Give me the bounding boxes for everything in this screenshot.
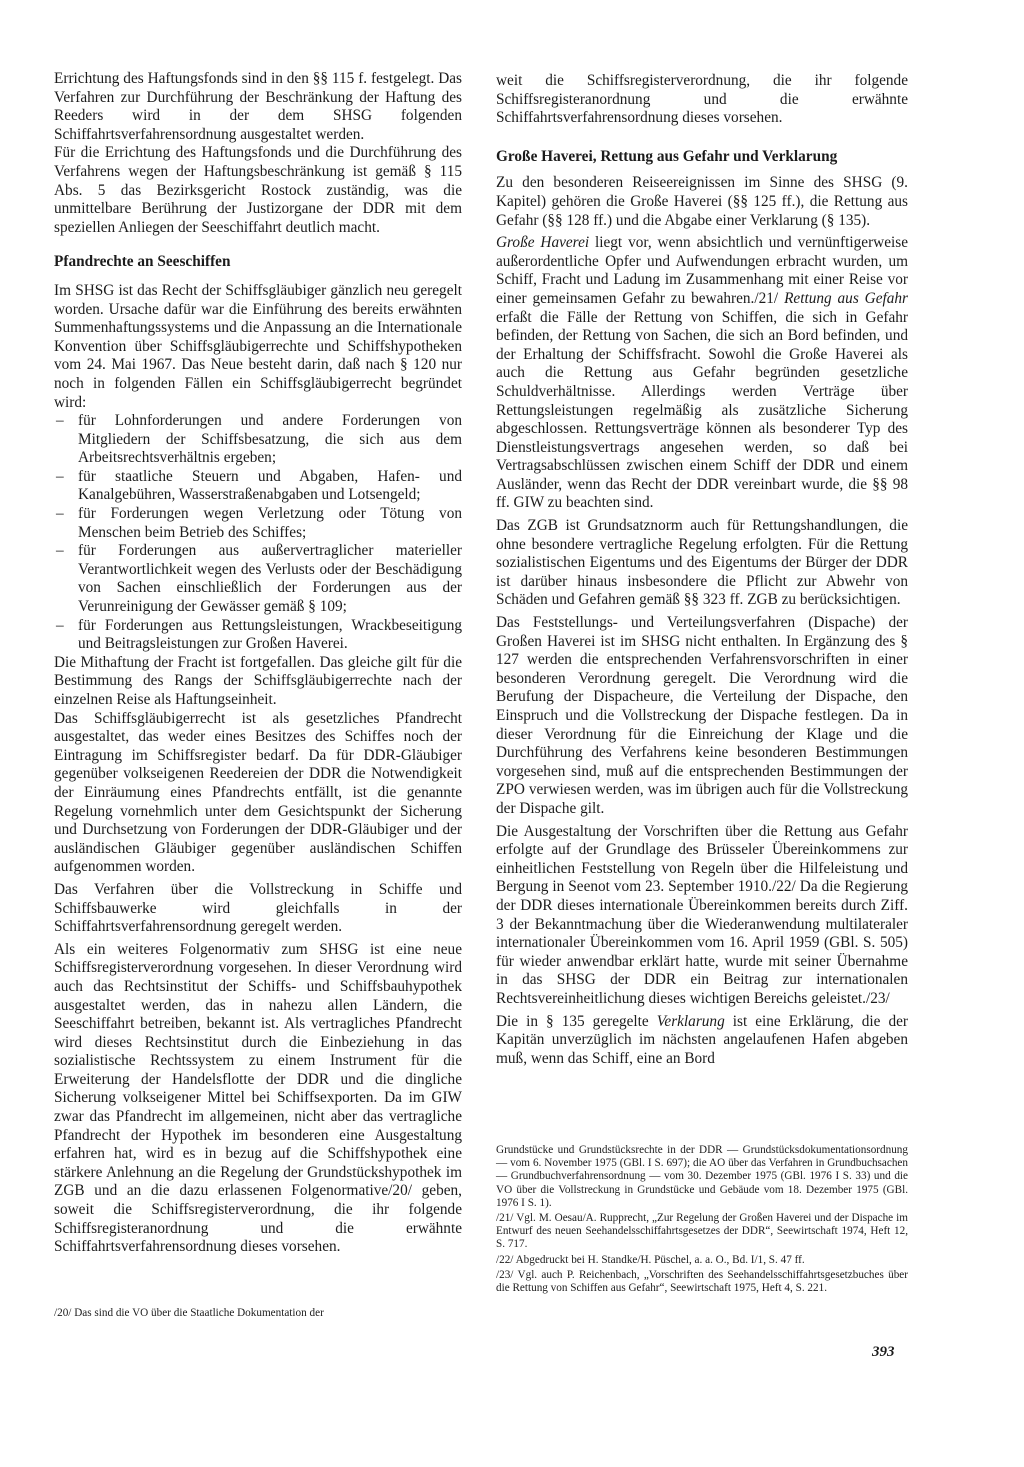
section-heading: Pfandrechte an Seeschiffen: [54, 253, 231, 271]
paragraph: Das Verfahren über die Vollstreckung in Schiffe und Schiffsbauwerke wird gleichfalls in der Schiffahrtsverfahrensordnung geregelt werden.: [54, 880, 462, 936]
paragraph: Als ein weiteres Folgenormativ zum SHSG ist eine neue Schiffsregisterverordnung vorgesehen. In dieser Verordnung wird auch das Rechtsinstitut der Schiffs- und Schiffsbauhypothek ausgestaltet werden, das in nahezu allen Ländern, die Seeschiffahrt betreiben, bekannt ist. Als vertragliches Pfandrecht wird dieses Rechtsinstitut durch die Einbeziehung in das sozialistische Rechtssystem zu einem Instrument für die Erweiterung der Handelsflotte der DDR und die dingliche Sicherung volkseigener Mittel bei Schiffsexporten. Da im GIW zwar das Pfandrecht im allgemeinen, nicht aber das vertragliche Pfandrecht der Hypothek im besonderen eine Ausgestaltung erfahren hat, wird es in bezug auf die Schiffshypothek eine stärkere Anlehnung an die Regelung der Grundstückshypothek im ZGB und an die dazu erlassenen Folgenormative/20/ geben, soweit die Schiffsregisterverordnung, die ihr folgende Schiffsregisteranordnung und die erwähnte Schiffahrtsverfahrensordnung dieses vorsehen.: [54, 940, 462, 1256]
left-column: [54, 70, 462, 1257]
list-item: – für Forderungen aus außervertraglicher materieller Verantwortlichkeit wegen des Verlusts oder der Beschädigung von Sachen einschließlich der Forderungen aus der Verunreinigung der Gewässer gemäß § 109;: [54, 542, 462, 616]
paragraph: Große Haverei liegt vor, wenn absichtlich und vernünftigerweise außerordentliche Opfer und Aufwendungen erbracht wurden, um Schiff, Fracht und Ladung im Zusammenhang mit einer Reise vor einer gemeinsamen Gefahr zu bewahren./21/ Rettung aus Gefahr erfaßt die Fälle der Rettung von Schiffen, die sich in Gefahr befinden, der Rettung von Sachen, die sich an Bord befinden, und der Erhaltung der Schiffsfracht. Sowohl die Große Haverei als auch die Rettung aus Gefahr begründen gesetzliche Schuldverhältnisse. Allerdings werden Verträge über Rettungsleistungen regelmäßig als zusätzliche Sicherung abgeschlossen. Rettungsverträge können als besonderer Typ des Dienstleistungsvertrags angesehen werden, so daß bei Vertragsabschlüssen zwischen einem Schiff der DDR und einem Ausländer, wenn das Recht der DDR vereinbart wurde, die §§ 98 ff. GIW zu beachten sind.: [496, 234, 908, 512]
term-verklarung: Verklarung: [656, 1012, 725, 1030]
paragraph: Zu den besonderen Reiseereignissen im Sinne des SHSG (9. Kapitel) gehören die Große Haverei (§§ 125 ff.), die Rettung aus Gefahr (§§ 128 ff.) und die Abgabe einer Verklarung (§ 135).: [496, 174, 908, 229]
page-number: 393: [872, 1344, 895, 1360]
list-item: – für Forderungen wegen Verletzung oder Tötung von Menschen beim Betrieb des Schiffes;: [54, 505, 462, 542]
list-item: – für Forderungen aus Rettungsleistungen, Wrackbeseitigung und Beitragsleistungen zur Großen Haverei.: [54, 617, 462, 654]
paragraph: Das Feststellungs- und Verteilungsverfahren (Dispache) der Großen Haverei ist im SHSG nicht enthalten. In Ergänzung des § 127 werden die entsprechenden Verfahrensvorschriften in einer besonderen Verordnung geregelt. Die Verordnung wird die Berufung der Dispacheure, die Verteilung der Dispache, den Einspruch und die Vollstreckung der Dispache festlegen. Da in dieser Verordnung für die Einreichung der Klage und die Durchführung des Verfahrens keine besonderen Bestimmungen vorgesehen sind, muß auf die entsprechenden Bestimmungen der ZPO verwiesen werden, was im übrigen auch für die Vollstreckung der Dispache gilt.: [496, 614, 908, 817]
paragraph: Errichtung des Haftungsfonds sind in den §§ 115 f. festgelegt. Das Verfahren zur Durchführung der Beschränkung der Haftung des Reeders wird in der dem SHSG folgenden Schiffahrtsverfahrensordnung ausgestaltet werden.: [54, 70, 462, 143]
paragraph: Die Mithaftung der Fracht ist fortgefallen. Das gleiche gilt für die Bestimmung des Rangs der Schiffsgläubigerrechte nach der einzelnen Reise als Haftungseinheit.: [54, 653, 462, 708]
paragraph: Das Schiffsgläubigerrecht ist als gesetzliches Pfandrecht ausgestaltet, das weder eines Besitzes des Schiffes noch der Eintragung im Schiffsregister bedarf. Da für DDR-Gläubiger gegenüber volkseigenen Reedereien der DDR die Notwendigkeit der Einräumung eines Pfandrechts entfällt, ist die genannte Regelung vornehmlich unter dem Gesichtspunkt der Sicherung und Durchsetzung von Forderungen der DDR-Gläubiger und der ausländischen Gläubiger gegenüber ausländischen Schiffen aufgenommen worden.: [54, 709, 462, 876]
paragraph: Das ZGB ist Grundsatznorm auch für Rettungshandlungen, die ohne besondere vertragliche Regelung erfolgten. Für die Rettung sozialistischen Eigentums und des Eigentums der Bürger der DDR ist darüber hinaus insbesondere die Pflicht zur Abwehr von Schäden und Gefahren gemäß §§ 323 ff. ZGB zu berücksichtigen.: [496, 517, 908, 609]
footnote-21: /21/ Vgl. M. Oesau/A. Rupprecht, „Zur Regelung der Großen Haverei und der Dispache im Entwurf des neuen Seehandelsschiffahrtsgesetzes der DDR“, Seewirtschaft 1974, Heft 12, S. 717.: [496, 1212, 908, 1251]
claims-list: [54, 412, 462, 654]
section-heading: Große Haverei, Rettung aus Gefahr und Verklarung: [496, 147, 838, 165]
footnote-continuation: Grundstücke und Grundstücksrechte in der DDR — Grundstücksdokumentationsordnung — vom 6. November 1975 (GBl. I S. 697); die AO über das Verfahren in Grundbuchsachen — Grundbuchverfahrensordnung — vom 30. Dezember 1975 (GBl. 1976 I S. 33) und die VO über die Vollstreckung in Grundstücke und Gebäude vom 18. Dezember 1975 (GBl. 1976 I S. 1).: [496, 1144, 908, 1209]
footnotes: [496, 1144, 908, 1295]
paragraph: Für die Errichtung des Haftungsfonds und die Durchführung des Verfahrens wegen der Haftungsbeschränkung ist gemäß § 115 Abs. 5 das Bezirksgericht Rostock zuständig, was die unmittelbare Berührung der Justizorgane der DDR mit dem speziellen Anliegen der Seeschiffahrt deutlich macht.: [54, 144, 462, 236]
footnote-20: /20/ Das sind die VO über die Staatliche Dokumentation der: [54, 1307, 324, 1319]
paragraph: Im SHSG ist das Recht der Schiffsgläubiger gänzlich neu geregelt worden. Ursache dafür war die Einführung des bereits erwähnten Summenhaftungssystems und die Anpassung an die Internationale Konvention über Schiffsgläubigerrechte und Schiffshypotheken vom 24. Mai 1967. Das Neue besteht darin, daß nach § 120 nur noch in folgenden Fällen ein Schiffsgläubigerrecht begründet wird:: [54, 281, 462, 411]
paragraph: Die in § 135 geregelte Verklarung ist eine Erklärung, die der Kapitän unverzüglich im nächsten angelaufenen Hafen abgeben muß, wenn das Schiff, eine an Bord: [496, 1012, 908, 1067]
paragraph: weit die Schiffsregisterverordnung, die ihr folgende Schiffsregisteranordnung und die erwähnte Schiffahrtsverfahrensordnung dieses vorsehen.: [496, 72, 908, 127]
footnote-22: /22/ Abgedruckt bei H. Standke/H. Püschel, a. a. O., Bd. I/1, S. 47 ff.: [496, 1253, 805, 1266]
list-item: – für Lohnforderungen und andere Forderungen von Mitgliedern der Schiffsbesatzung, die sich aus dem Arbeitsrechtsverhältnis ergeben;: [54, 412, 462, 468]
paragraph: Die Ausgestaltung der Vorschriften über die Rettung aus Gefahr erfolgte auf der Grundlage des Brüsseler Übereinkommens zur einheitlichen Feststellung von Regeln über die Hilfeleistung und Bergung in Seenot vom 23. September 1910./22/ Da die Regierung der DDR dieses internationale Übereinkommen bereits durch Ziff. 3 der Bekanntmachung über die Wiederanwendung multilateraler internationaler Übereinkommen vom 16. April 1959 (GBl. S. 505) für wieder anwendbar erklärt hatte, wurde mit seiner Übernahme in das SHSG der DDR ein Beitrag zur internationalen Rechtsvereinheitlichung dieses wichtigen Bereichs geleistet./23/: [496, 822, 908, 1007]
list-item: – für staatliche Steuern und Abgaben, Hafen- und Kanalgebühren, Wasserstraßenabgaben und Lotsengeld;: [54, 468, 462, 505]
footnote-23: /23/ Vgl. auch P. Reichenbach, „Vorschriften des Seehandelsschiffahrtsgesetzbuches über die Rettung von Schiffen aus Gefahr“, Seewirtschaft 1975, Heft 4, S. 221.: [496, 1268, 908, 1295]
term-grosse-haverei: Große Haverei: [496, 234, 590, 252]
right-column: [496, 72, 908, 1068]
term-rettung-aus-gefahr: Rettung aus Gefahr: [784, 289, 908, 307]
